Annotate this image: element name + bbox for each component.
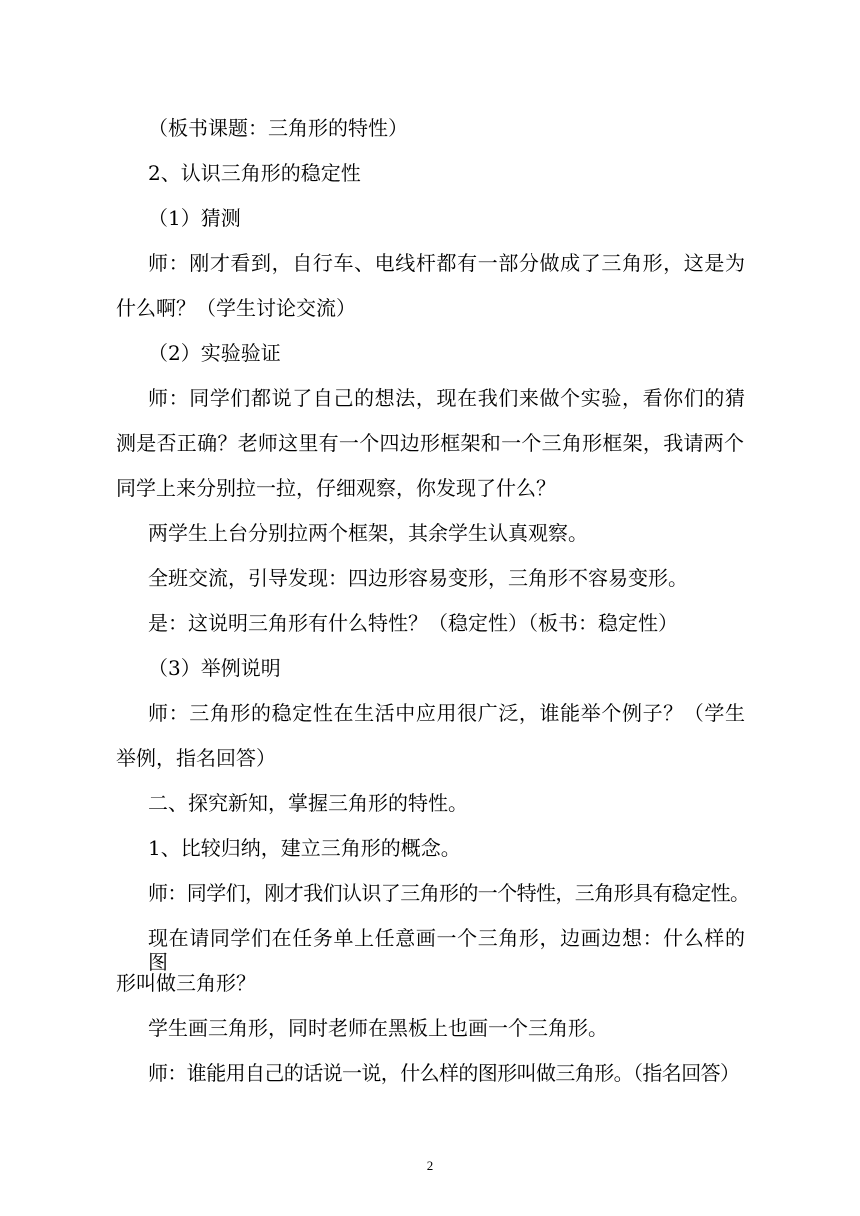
board-title-note: （板书课题：三角形的特性） (148, 116, 408, 140)
paragraph-line: 师：同学们，刚才我们认识了三角形的一个特性，三角形具有稳定性。 (148, 881, 750, 905)
page-number: 2 (426, 1158, 434, 1173)
paragraph-line: 举例，指名回答） (116, 746, 276, 770)
subheading-experiment: （2）实验验证 (148, 341, 281, 365)
subheading-guess: （1）猜测 (148, 206, 241, 230)
paragraph-line: 同学上来分别拉一拉，仔细观察，你发现了什么？ (116, 476, 556, 500)
paragraph-line: 师：刚才看到，自行车、电线杆都有一部分做成了三角形，这是为 (148, 251, 745, 275)
paragraph-line: 师：同学们都说了自己的想法，现在我们来做个实验，看你们的猜 (148, 386, 745, 410)
subheading-examples: （3）举例说明 (148, 656, 281, 680)
paragraph-line: 全班交流，引导发现：四边形容易变形，三角形不容易变形。 (148, 566, 688, 590)
paragraph-line: 学生画三角形，同时老师在黑板上也画一个三角形。 (148, 1016, 608, 1040)
paragraph-line: 两学生上台分别拉两个框架，其余学生认真观察。 (148, 521, 588, 545)
section-heading-stability: 2、认识三角形的稳定性 (148, 161, 361, 185)
section-heading-explore: 二、探究新知，掌握三角形的特性。 (148, 791, 468, 815)
paragraph-line: 师：谁能用自己的话说一说，什么样的图形叫做三角形。（指名回答） (148, 1061, 740, 1085)
paragraph-line: 是：这说明三角形有什么特性？（稳定性）（板书：稳定性） (148, 611, 678, 635)
paragraph-line: 现在请同学们在任务单上任意画一个三角形，边画边想：什么样的图 (148, 926, 745, 974)
paragraph-line: 什么啊？（学生讨论交流） (116, 296, 356, 320)
paragraph-line: 形叫做三角形？ (116, 971, 256, 995)
paragraph-line: 测是否正确？老师这里有一个四边形框架和一个三角形框架，我请两个 (116, 431, 744, 455)
paragraph-line: 师：三角形的稳定性在生活中应用很广泛，谁能举个例子？（学生 (148, 701, 745, 725)
section-heading-concept: 1、比较归纳，建立三角形的概念。 (148, 836, 461, 860)
